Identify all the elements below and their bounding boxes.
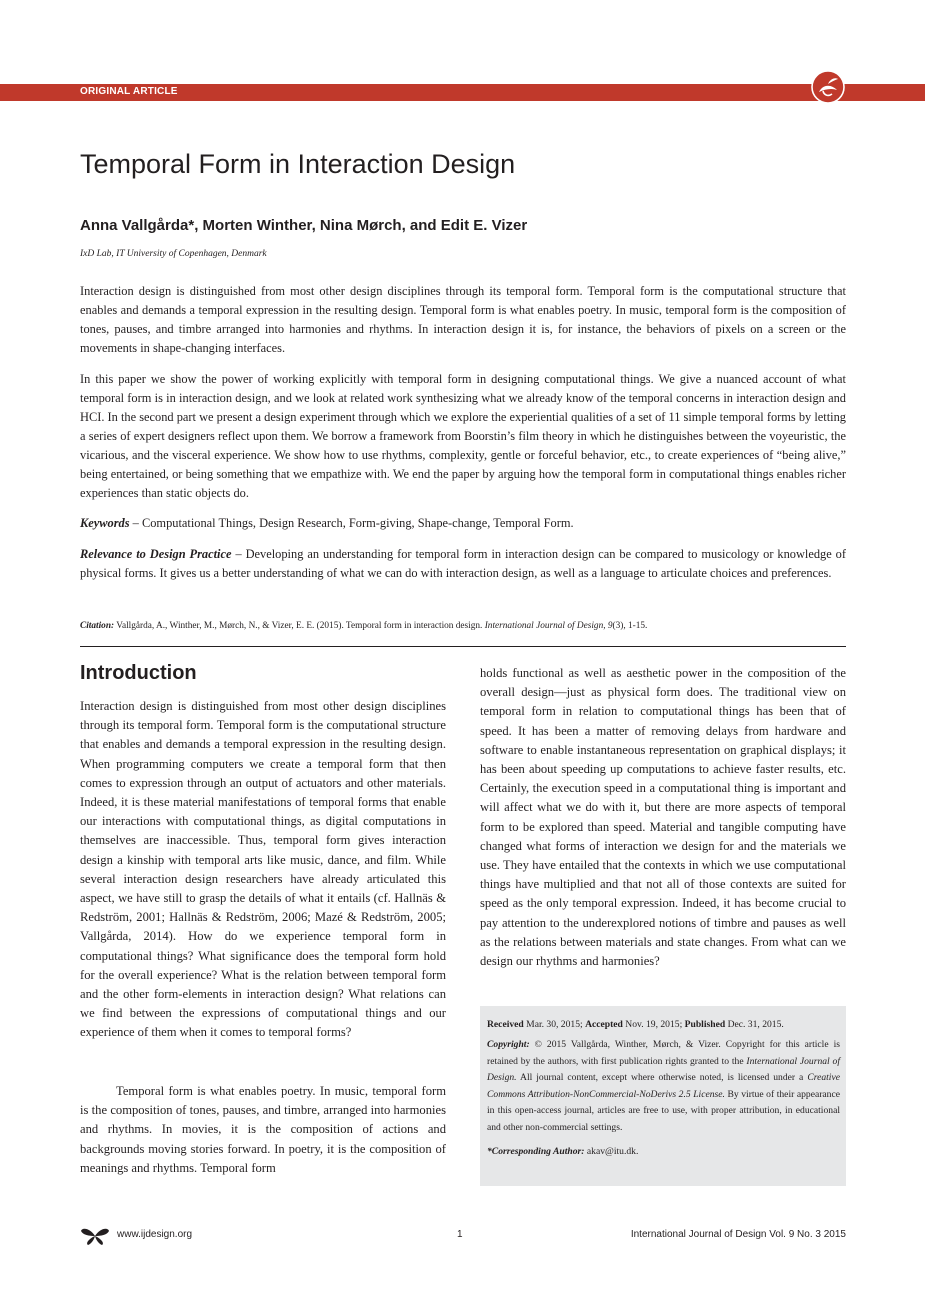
article-type-label: ORIGINAL ARTICLE: [80, 86, 178, 97]
citation-label: Citation:: [80, 621, 115, 631]
paper-title: Temporal Form in Interaction Design: [80, 149, 516, 179]
section-divider: [80, 646, 846, 647]
footer-journal-info: International Journal of Design Vol. 9 No. 3 2015: [630, 1229, 846, 1240]
copyright-notice: Copyright: © 2015 Vallgårda, Winther, Mørch, & Vizer. Copyright for this article is retained by the authors, with first publication rights granted to the International Journal of Design. All journal content, except where otherwise noted, is licensed under a Creative Commons Attribution-NonCommercial-NoDerivs 2.5 License. By virtue of their appearance in this open-access journal, articles are free to use, with proper attribution, in educational and other non-commercial settings.: [487, 1039, 840, 1133]
footer-url[interactable]: www.ijdesign.org: [117, 1229, 193, 1240]
intro-paragraph-1: Interaction design is distinguished from most other design disciplines through its temporal form. Temporal form is the computational structure that enables and demands a temporal expression in the resulting design. When programming computers we create a temporal form that then comes to expression through an output of actuators and other materials. Indeed, it is these material manifestations of temporal forms that enable our interactions with computational things, as digital computations in themselves are inaccessible. Thus, temporal form gives interaction design a kinship with temporal arts like music, dance, and film. While several interaction design researchers have already articulated this aspect, we have still to grasp the details of what it entails (cf. Hallnäs & Redström, 2001; Hallnäs & Redström, 2006; Mazé & Redström, 2005; Vallgårda, 2014). How do we experience temporal form in computational things? What significance does the temporal form hold for the overall experience? What is the relation between temporal form and the other form-elements in interaction design? What relations can we find between the expressions of computational things and our experience of them when it comes to temporal forms?: [80, 699, 446, 1040]
article-info-box: [480, 1006, 846, 1186]
relevance-label: Relevance to Design Practice: [80, 547, 232, 561]
citation-text: Vallgårda, A., Winther, M., Mørch, N., & Vizer, E. E. (2015). Temporal form in interaction design.: [114, 621, 485, 631]
page-number: 1: [457, 1229, 463, 1240]
author-list: Anna Vallgårda*, Morten Winther, Nina Mørch, and Edit E. Vizer: [80, 217, 528, 234]
butterfly-icon: [80, 1226, 110, 1246]
affiliation: IxD Lab, IT University of Copenhagen, Denmark: [80, 249, 267, 259]
abstract-paragraph-2: In this paper we show the power of working explicitly with temporal form in designing computational things. We give a nuanced account of what temporal form is in interaction design, and we look at related work synthesizing what we already know of the temporal concerns in interaction design and HCI. In the second part we present a design experiment through which we explore the experiential qualities of a set of 11 simple temporal forms by letting a series of expert designers reflect upon them. We borrow a framework from Boorstin’s film theory in which he distinguishes between the voyeuristic, the vicarious, and the visceral experience. We show how to use rhythms, complexity, gentle or forceful behavior, etc., to create experiences of “being alive,” being entertained, or being something that we empathize with. We end the paper by arguing how the temporal form in computational things enables richer experiences than static objects do.: [80, 372, 846, 500]
abstract-paragraph-1: Interaction design is distinguished from most other design disciplines through its temporal form. Temporal form is the computational structure that enables and demands a temporal expression in the resulting design. Temporal form is what enables poetry. In music, temporal form is the composition of tones, pauses, and timbre arranged into harmonies and rhythms. In interaction design it is, for instance, the behaviors of pixels on a screen or the movements in shape-changing interfaces.: [80, 284, 846, 355]
corresponding-author: *Corresponding Author: akav@itu.dk.: [487, 1145, 639, 1157]
keywords: [80, 514, 846, 533]
license-name: Creative Commons Attribution-NonCommercial-NoDerivs 2.5 License.: [487, 1072, 840, 1100]
article-type-banner: [0, 84, 925, 101]
relevance-text: – Developing an understanding for temporal form in interaction design can be compared to musicology or knowledge of physical forms. It gives us a better understanding of what we can do with interaction design, as well as a language to articulate choices and preferences.: [80, 547, 846, 580]
citation: [80, 620, 846, 633]
relevance-statement: [80, 545, 846, 583]
citation-issue: (3), 1-15.: [612, 621, 648, 631]
keywords-label: Keywords: [80, 516, 130, 530]
keywords-text: – Computational Things, Design Research, Form-giving, Shape-change, Temporal Form.: [129, 516, 574, 530]
citation-journal: International Journal of Design, 9: [484, 621, 613, 631]
intro-paragraph-2: Temporal form is what enables poetry. In music, temporal form is the composition of tones, pauses, and timbre, arranged into harmonies and rhythms. In movies, it is the composition of actions and backgrounds moving stories forward. In poetry, it is the composition of meanings and rhythms. Temporal form: [80, 1084, 446, 1175]
intro-paragraph-continued: holds functional as well as aesthetic power in the composition of the overall design—just as physical form does. The traditional view on temporal form in relation to computational things has been that of speed. It has been a matter of removing delays from hardware and software to enable instantaneous representation on graphical displays; it has been about speeding up computations to achieve faster results, etc. Certainly, the execution speed in a computational thing is important and will affect what we do with it, but there are more aspects of temporal form to be explored than speed. Material and tangible computing have changed what forms of interaction we design for and the materials we use. They have entailed that the contexts in which we use computational things have multiplied and that not all of those contexts are suited for speed as the only temporal expression. Indeed, it has become crucial to pay attention to the underexplored notions of timbre and pauses as well as the relations between materials and state changes. From what can we design our rhythms and harmonies?: [480, 666, 846, 969]
butterfly-circle-icon: [811, 70, 845, 104]
section-heading-introduction: Introduction: [80, 662, 197, 684]
publication-dates: Received Mar. 30, 2015; Accepted Nov. 19, 2015; Published Dec. 31, 2015.: [487, 1019, 784, 1030]
